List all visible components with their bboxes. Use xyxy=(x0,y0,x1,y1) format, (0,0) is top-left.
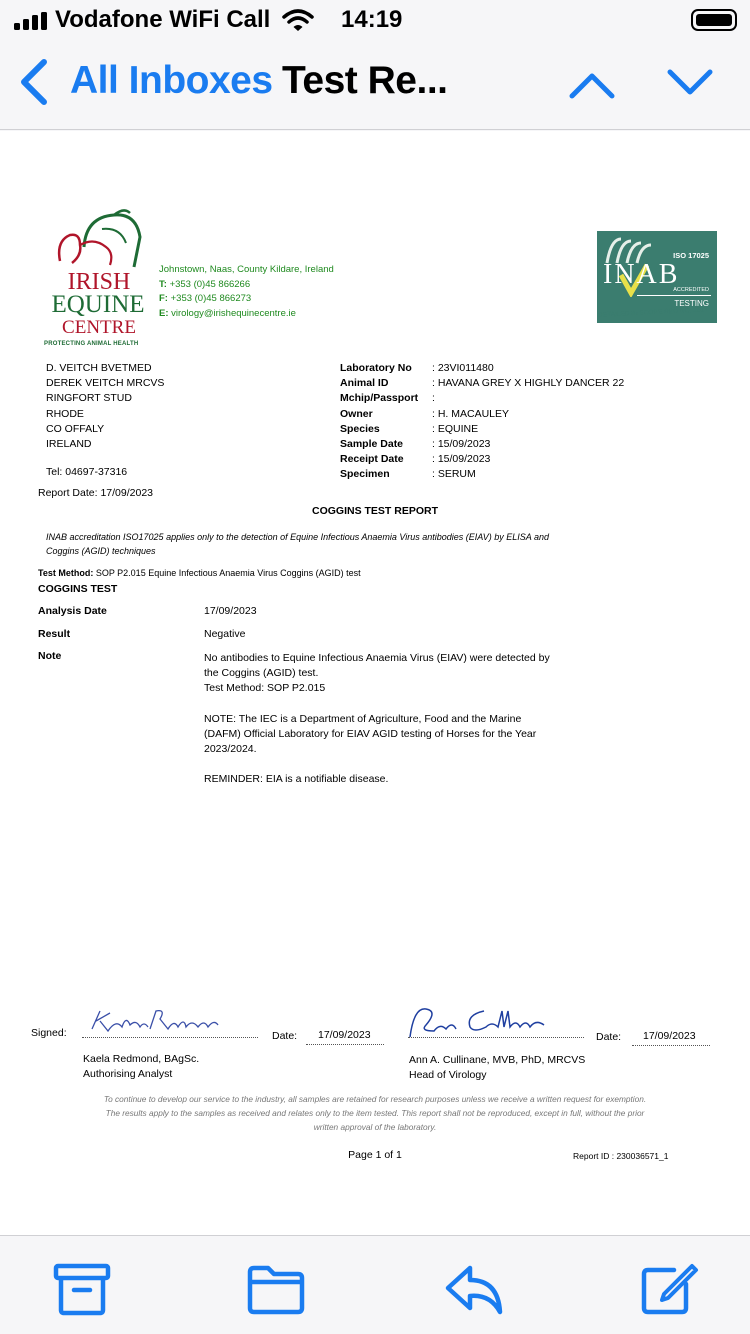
note-label: Note xyxy=(38,650,62,662)
section-heading: COGGINS TEST xyxy=(38,583,118,595)
signature-kaela-redmond xyxy=(86,1005,226,1037)
email-label: E: xyxy=(159,307,169,319)
battery-icon xyxy=(691,9,737,31)
note-line: (DAFM) Official Laboratory for EIAV AGID testing of Horses for the Year xyxy=(204,727,537,740)
lab-key: Species xyxy=(340,422,380,435)
pdf-document[interactable] xyxy=(0,131,750,1235)
recipient-address xyxy=(46,361,164,452)
note-line: Coggins (AGID) techniques xyxy=(46,546,156,556)
lab-key: Specimen xyxy=(340,468,390,481)
note-line: 2023/2024. xyxy=(204,743,257,756)
carrier-label: Vodafone WiFi Call xyxy=(55,6,271,33)
note-line: Test Method: SOP P2.015 xyxy=(204,682,326,695)
wifi-icon xyxy=(282,8,314,32)
lab-value: : xyxy=(432,392,435,405)
inab-iso: ISO 17025 xyxy=(673,251,709,260)
lab-row xyxy=(340,437,624,452)
sig1-name: Kaela Redmond, BAgSc. xyxy=(83,1053,200,1065)
page-title: Test Re... xyxy=(282,59,448,102)
method-label: Test Method: xyxy=(38,568,94,578)
archive-icon[interactable] xyxy=(52,1262,112,1316)
inab-name: INAB xyxy=(603,259,680,290)
signature-ann-cullinane xyxy=(404,1001,554,1041)
chevron-down-icon[interactable] xyxy=(666,68,714,98)
page-number: Page 1 of 1 xyxy=(348,1149,402,1161)
lab-key: Animal ID xyxy=(340,377,389,390)
date-line xyxy=(306,1044,384,1045)
contact-block xyxy=(159,263,334,321)
fax-label: F: xyxy=(159,293,168,304)
phone-label: T: xyxy=(159,278,167,290)
note-line: No antibodies to Equine Infectious Anaemia Virus (EIAV) were detected by xyxy=(204,652,550,664)
lab-value: : EQUINE xyxy=(432,422,479,435)
note-line: REMINDER: EIA is a notifiable disease. xyxy=(204,773,389,786)
note-line: INAB accreditation ISO17025 applies only to the detection of Equine Infectious Anaemia Virus antibodies (EIAV) by ELISA and xyxy=(46,532,549,542)
analysis-date-value: 17/09/2023 xyxy=(204,605,257,617)
folder-icon[interactable] xyxy=(246,1262,306,1316)
logo-tagline: PROTECTING ANIMAL HEALTH xyxy=(44,341,139,347)
lab-details xyxy=(340,361,624,483)
reply-icon[interactable] xyxy=(444,1262,504,1316)
signal-icon xyxy=(14,12,48,30)
nav-bar xyxy=(0,42,750,130)
result-value: Negative xyxy=(204,628,246,640)
compose-icon[interactable] xyxy=(640,1262,700,1316)
recipient-tel: Tel: 04697-37316 xyxy=(46,466,128,478)
test-method xyxy=(38,568,361,578)
lab-value: : 15/09/2023 xyxy=(432,438,491,451)
date-line xyxy=(632,1045,710,1046)
sig2-name: Ann A. Cullinane, MVB, PhD, MRCVS xyxy=(409,1054,586,1066)
logo-text-irish: IRISH xyxy=(67,269,131,295)
report-id: Report ID : 230036571_1 xyxy=(573,1151,669,1161)
lab-row xyxy=(340,467,624,482)
analysis-date-label: Analysis Date xyxy=(38,605,107,617)
inab-accredited: ACCREDITED xyxy=(673,287,709,293)
report-date: Report Date: 17/09/2023 xyxy=(38,487,153,499)
lab-row xyxy=(340,407,624,422)
fax-value: +353 (0)45 866273 xyxy=(170,293,252,304)
lab-key: Owner xyxy=(340,407,373,420)
lab-value: : H. MACAULEY xyxy=(432,407,510,420)
email-value[interactable]: virology@irishequinecentre.ie xyxy=(171,307,296,319)
chevron-left-icon[interactable] xyxy=(14,56,54,108)
address-line: RHODE xyxy=(46,407,84,420)
irish-equine-centre-logo xyxy=(44,207,154,347)
lab-key: Sample Date xyxy=(340,438,404,451)
clock: 14:19 xyxy=(341,6,403,33)
signed-label: Signed: xyxy=(31,1027,67,1039)
disclaimer-line: written approval of the laboratory. xyxy=(313,1122,437,1132)
contact-address: Johnstown, Naas, County Kildare, Ireland xyxy=(159,264,334,275)
note-line: the Coggins (AGID) test. xyxy=(204,667,319,680)
back-button[interactable]: All Inboxes xyxy=(70,59,273,102)
chevron-up-icon[interactable] xyxy=(568,70,616,100)
status-bar xyxy=(0,0,750,42)
lab-value: : 23VI011480 xyxy=(432,362,494,374)
note-value xyxy=(204,651,594,787)
sig2-date: 17/09/2023 xyxy=(643,1030,696,1042)
lab-row xyxy=(340,391,624,406)
signature-line xyxy=(408,1037,584,1038)
bottom-toolbar xyxy=(0,1235,750,1334)
lab-row xyxy=(340,361,624,376)
method-value: SOP P2.015 Equine Infectious Anaemia Virus Coggins (AGID) test xyxy=(93,568,361,578)
logo-text-centre: CENTRE xyxy=(62,317,136,338)
horse-icon xyxy=(44,207,154,271)
disclaimer-line: The results apply to the samples as received and relates only to the item tested. This report shall not be reproduced, except in full, without the prior xyxy=(105,1108,645,1118)
address-line: CO OFFALY xyxy=(46,422,105,435)
result-label: Result xyxy=(38,628,71,640)
lab-key: Laboratory No xyxy=(340,362,412,374)
disclaimer-line: To continue to develop our service to the industry, all samples are retained for research purposes unless we receive a written request for exemption. xyxy=(103,1094,647,1104)
lab-row xyxy=(340,452,624,467)
address-line: IRELAND xyxy=(46,438,92,451)
address-line: RINGFORT STUD xyxy=(46,392,132,405)
lab-key: Receipt Date xyxy=(340,453,404,466)
address-line: D. VEITCH BVETMED xyxy=(46,362,152,374)
lab-row xyxy=(340,422,624,437)
phone-value: +353 (0)45 866266 xyxy=(169,278,251,290)
sig1-role: Authorising Analyst xyxy=(83,1068,173,1080)
sig1-date: 17/09/2023 xyxy=(318,1029,371,1041)
date-label: Date: xyxy=(272,1030,298,1042)
lab-value: : 15/09/2023 xyxy=(432,453,491,466)
inab-reg: DETAILED IN SCOPE REG NO. 151T xyxy=(598,306,709,319)
footer-disclaimer xyxy=(0,1092,750,1134)
address-line: DEREK VEITCH MRCVS xyxy=(46,377,165,390)
inab-testing: TESTING xyxy=(674,299,709,308)
lab-value: : HAVANA GREY X HIGHLY DANCER 22 xyxy=(432,377,625,390)
report-title: COGGINS TEST REPORT xyxy=(311,505,438,517)
logo-text-equine: EQUINE xyxy=(51,291,145,318)
lab-value: : SERUM xyxy=(432,468,476,481)
lab-row xyxy=(340,376,624,391)
inab-accreditation-note xyxy=(46,530,636,558)
sig2-role: Head of Virology xyxy=(409,1069,487,1081)
note-line: NOTE: The IEC is a Department of Agriculture, Food and the Marine xyxy=(204,712,522,725)
date-label: Date: xyxy=(596,1031,622,1043)
lab-key: Mchip/Passport xyxy=(340,392,419,405)
signature-line xyxy=(82,1037,258,1038)
